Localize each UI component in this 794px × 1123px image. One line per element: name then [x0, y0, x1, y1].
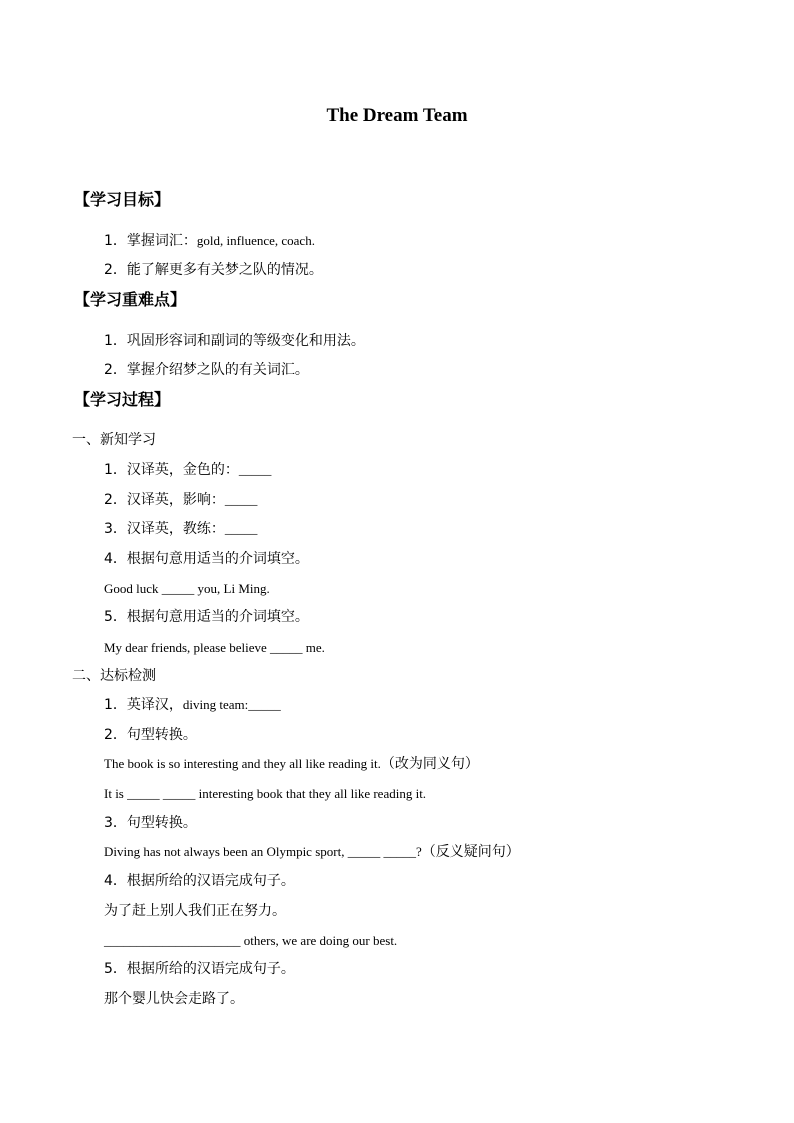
- answer-blank: _____: [238, 462, 272, 477]
- instruction-note: （改为同义句）: [380, 756, 479, 772]
- part2-item-4: [104, 871, 295, 891]
- item-number: 2．: [104, 362, 127, 378]
- item-text: 句型转换。: [126, 815, 197, 831]
- vocab-list: gold, influence, coach.: [196, 233, 315, 248]
- part1-item-4-sentence: Good luck _____ you, Li Ming.: [104, 581, 270, 596]
- item-text: 句型转换。: [126, 727, 197, 743]
- item-number: 2．: [104, 262, 127, 278]
- item-text: 汉译英，影响：: [126, 492, 225, 508]
- answer-blank: _____: [224, 492, 258, 507]
- answer-blank: diving team:_____: [182, 697, 281, 712]
- part2-label: 二、达标检测: [72, 668, 156, 684]
- difficulty-item-1: [104, 331, 365, 351]
- item-text: 根据句意用适当的介词填空。: [126, 609, 309, 625]
- item-text: 掌握介绍梦之队的有关词汇。: [126, 362, 309, 378]
- item-text: 掌握词汇：: [126, 233, 197, 249]
- item-number: 1．: [104, 333, 127, 349]
- item-text: 根据所给的汉语完成句子。: [126, 961, 295, 977]
- document-title: The Dream Team: [326, 105, 468, 126]
- item-text: 根据句意用适当的介词填空。: [126, 551, 309, 567]
- part1-item-1: [104, 460, 271, 480]
- item-number: 2．: [104, 727, 127, 743]
- item-number: 1．: [104, 697, 127, 713]
- item-text: 根据所给的汉语完成句子。: [126, 873, 295, 889]
- goal-item-1: [104, 231, 315, 251]
- item-number: 4．: [104, 551, 127, 567]
- part1-item-4: [104, 549, 309, 569]
- item-number: 1．: [104, 462, 127, 478]
- item-number: 5．: [104, 961, 127, 977]
- process-heading: 【学习过程】: [74, 390, 171, 409]
- part2-item-1: [104, 695, 281, 715]
- item-text: 英译汉，: [126, 697, 183, 713]
- part2-item-2-sentence2: It is _____ _____ interesting book that they all like reading it.: [104, 786, 427, 801]
- item-number: 3．: [104, 521, 127, 537]
- part1-item-5: [104, 607, 309, 627]
- difficulty-item-2: [104, 360, 309, 380]
- part2-item-3: [104, 813, 197, 833]
- part2-item-4-sentence: _____________________ others, we are doing our best.: [104, 933, 398, 948]
- item-text: 汉译英，金色的：: [126, 462, 239, 478]
- item-number: 3．: [104, 815, 127, 831]
- part2-item-4-chinese: 为了赶上别人我们正在努力。: [104, 903, 286, 919]
- answer-blank: _____: [224, 521, 258, 536]
- item-number: 4．: [104, 873, 127, 889]
- part2-item-2: [104, 725, 197, 745]
- item-number: 2．: [104, 492, 127, 508]
- part2-item-5-chinese: 那个婴儿快会走路了。: [104, 991, 244, 1007]
- goal-item-2: [104, 260, 323, 280]
- sentence-text: Diving has not always been an Olympic sport, _____ _____?: [104, 844, 422, 859]
- item-number: 1．: [104, 233, 127, 249]
- difficulties-heading: 【学习重难点】: [74, 290, 187, 309]
- part2-item-5: [104, 959, 295, 979]
- item-text: 能了解更多有关梦之队的情况。: [126, 262, 323, 278]
- part1-item-5-sentence: My dear friends, please believe _____ me.: [104, 640, 325, 655]
- goals-heading: 【学习目标】: [74, 190, 171, 209]
- part2-item-3-sentence: [104, 842, 520, 862]
- part1-item-2: [104, 490, 257, 510]
- item-text: 巩固形容词和副词的等级变化和用法。: [126, 333, 365, 349]
- part1-item-3: [104, 519, 257, 539]
- part1-label: 一、新知学习: [72, 432, 156, 448]
- item-number: 5．: [104, 609, 127, 625]
- instruction-note: （反义疑问句）: [421, 844, 520, 860]
- sentence-text: The book is so interesting and they all like reading it.: [104, 756, 381, 771]
- part2-item-2-sentence: [104, 754, 479, 774]
- item-text: 汉译英，教练：: [126, 521, 225, 537]
